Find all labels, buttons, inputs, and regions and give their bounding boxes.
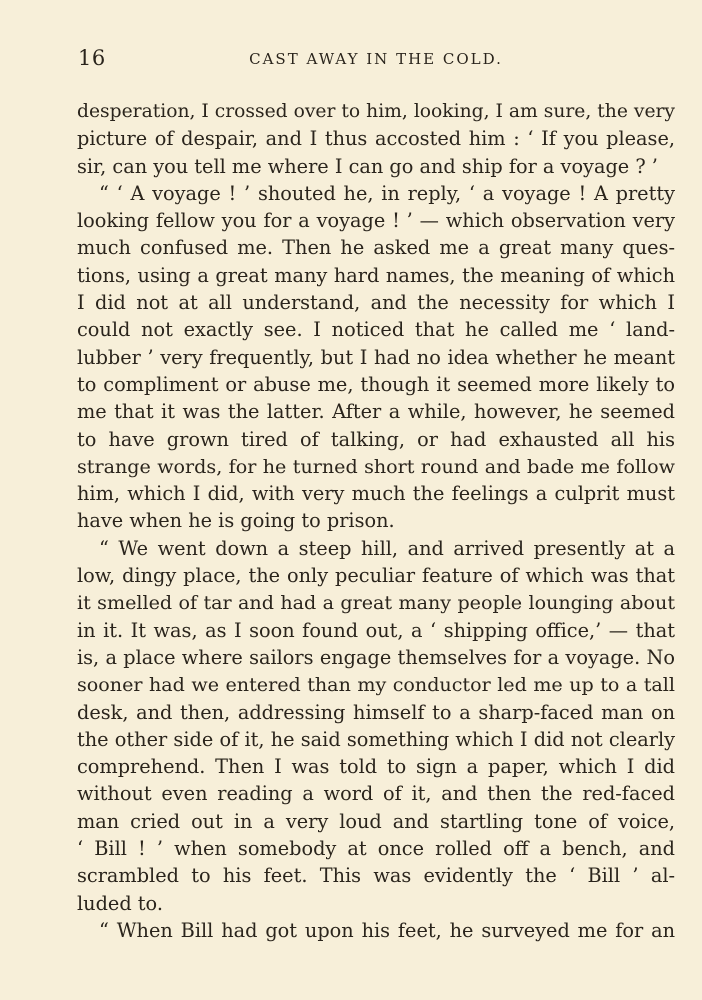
text-line: him, which I did, with very much the feelings a culprit must xyxy=(77,482,675,506)
text-line: me that it was the latter. After a while, however, he seemed xyxy=(77,400,675,424)
text-line: sir, can you tell me where I can go and ship for a voyage ? ’ xyxy=(77,154,658,178)
text-line: in it. It was, as I soon found out, a ‘ shipping office,’ — that xyxy=(77,618,675,642)
text-line: desperation, I crossed over to him, looking, I am sure, the very xyxy=(77,101,675,122)
text-line: low, dingy place, the only peculiar feature of which was that xyxy=(77,564,675,588)
text-line: could not exactly see. I noticed that he called me ‘ land- xyxy=(77,318,675,342)
text-line: man cried out in a very loud and startling tone of voice, xyxy=(77,809,675,833)
text-line: much confused me. Then he asked me a great many ques- xyxy=(77,236,675,260)
text-line: scrambled to his feet. This was evidently the ‘ Bill ’ al- xyxy=(77,864,675,888)
text-line: sooner had we entered than my conductor led me up to a tall xyxy=(77,673,675,697)
text-line: picture of despair, and I thus accosted him : ‘ If you please, xyxy=(77,127,675,151)
running-head xyxy=(78,46,674,76)
text-line: it smelled of tar and had a great many people lounging about xyxy=(77,591,675,615)
text-line: desk, and then, addressing himself to a sharp-faced man on xyxy=(77,700,675,724)
text-line: without even reading a word of it, and then the red-faced xyxy=(77,782,675,806)
text-line: lubber ’ very frequently, but I had no idea whether he meant xyxy=(77,345,675,369)
text-line: looking fellow you for a voyage ! ’ — which observation very xyxy=(77,209,675,233)
text-line: ‘ Bill ! ’ when somebody at once rolled off a bench, and xyxy=(77,837,675,861)
text-line: luded to. xyxy=(77,891,163,915)
text-line: strange words, for he turned short round and bade me follow xyxy=(77,454,675,478)
text-line: tions, using a great many hard names, the meaning of which xyxy=(77,263,675,287)
text-line: “ ‘ A voyage ! ’ shouted he, in reply, ‘ a voyage ! A pretty xyxy=(99,181,675,205)
text-line: to have grown tired of talking, or had exhausted all his xyxy=(77,427,675,451)
body-text xyxy=(77,98,675,944)
text-line: comprehend. Then I was told to sign a paper, which I did xyxy=(77,755,675,779)
text-line: “ We went down a steep hill, and arrived presently at a xyxy=(99,536,675,560)
text-line: is, a place where sailors engage themselves for a voyage. No xyxy=(77,645,675,669)
text-line: I did not at all understand, and the necessity for which I xyxy=(77,291,675,315)
text-line: have when he is going to prison. xyxy=(77,509,395,533)
text-line: the other side of it, he said something which I did not clearly xyxy=(77,727,675,751)
page-number: 16 xyxy=(78,46,106,70)
text-line: to compliment or abuse me, though it seemed more likely to xyxy=(77,372,675,396)
running-title: CAST AWAY IN THE COLD. xyxy=(249,50,503,68)
text-line: “ When Bill had got upon his feet, he surveyed me for an xyxy=(99,918,675,942)
